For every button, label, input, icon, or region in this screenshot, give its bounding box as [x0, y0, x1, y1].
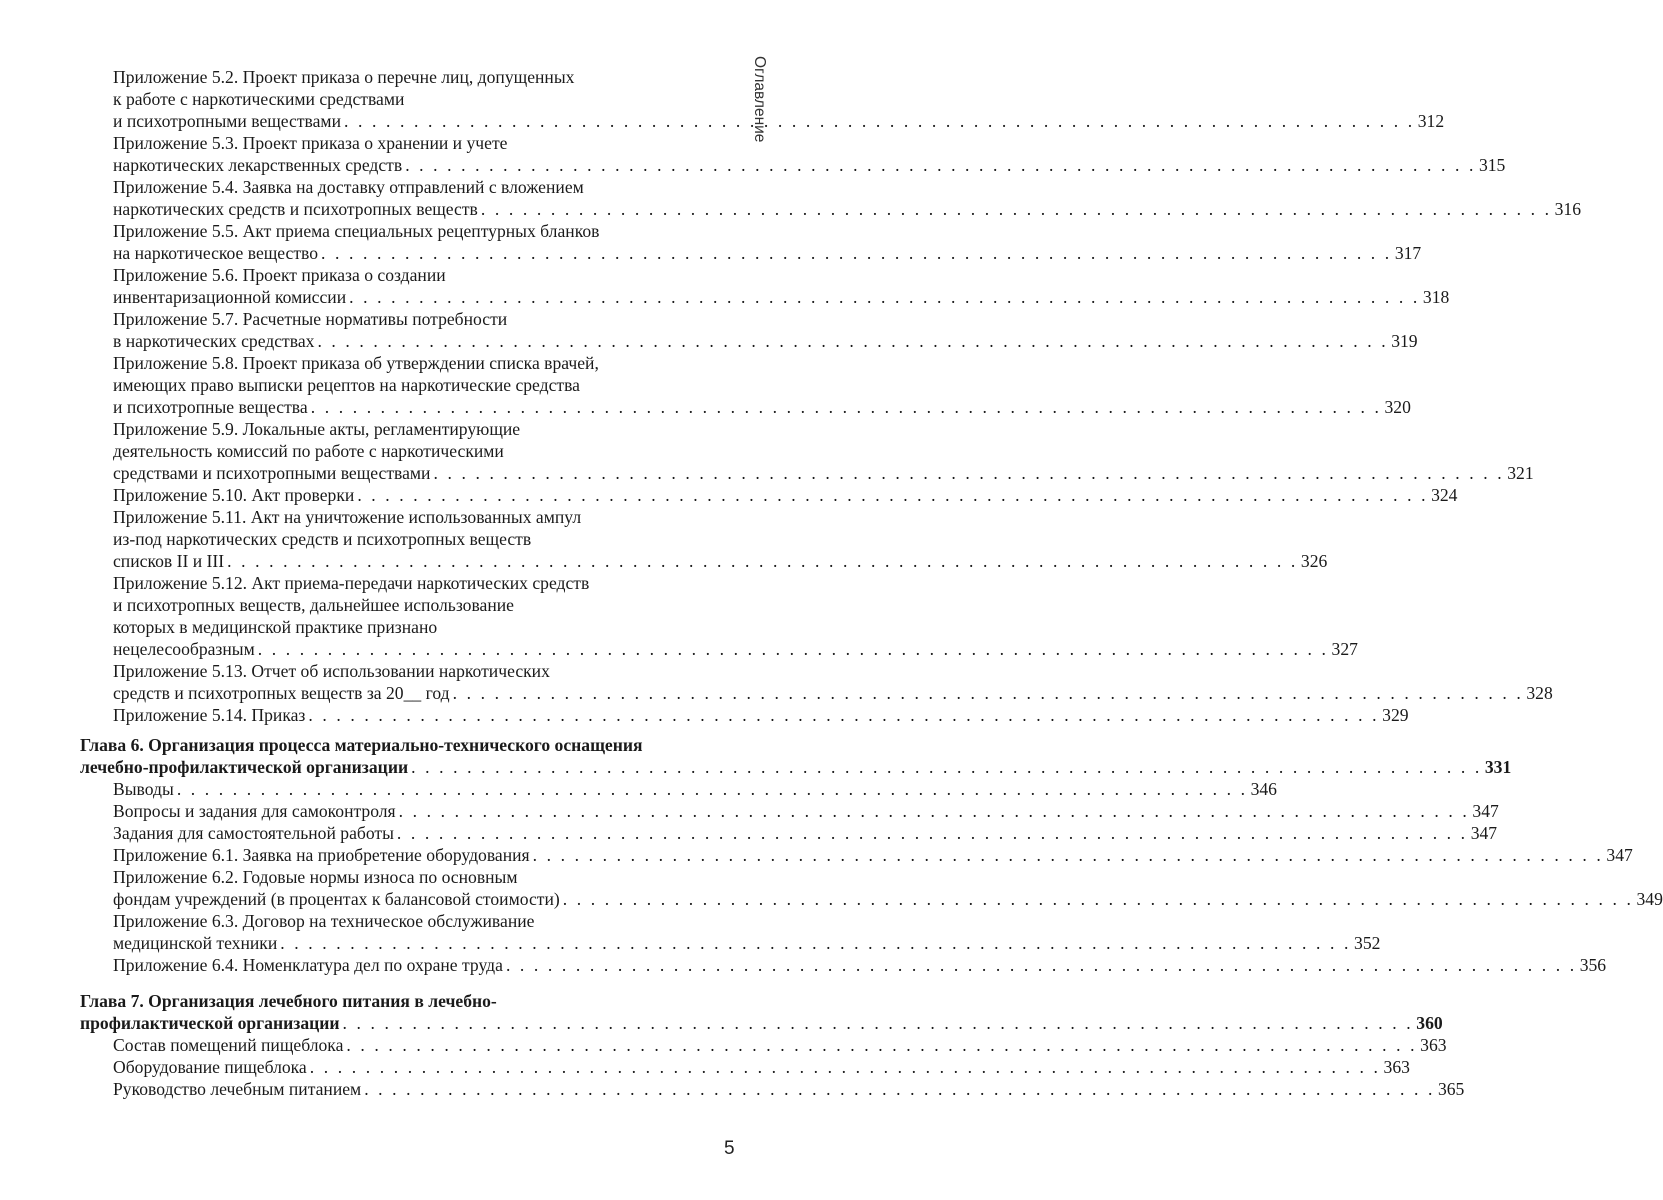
dot-leader: . . . . . . . . . . . . . . . . . . . . . . . . . . . . . . . . . . . . . . . . . . . . . . . . . . . . . . . . . . . . . . . . . . . . . . . . . . . . .	[480, 199, 1552, 219]
toc-entry-line: Приложение 6.2. Годовые нормы износа по основным	[113, 867, 518, 887]
toc-page-number: 324	[1431, 485, 1458, 505]
toc-entry-last-line	[113, 198, 1582, 220]
dot-leader: . . . . . . . . . . . . . . . . . . . . . . . . . . . . . . . . . . . . . . . . . . . . . . . . . . . . . . . . . . . . . . . . . . . . . . . . . . . . .	[505, 955, 1577, 975]
toc-page-number: 349	[1636, 889, 1663, 909]
dot-leader: . . . . . . . . . . . . . . . . . . . . . . . . . . . . . . . . . . . . . . . . . . . . . . . . . . . . . . . . . . . . . . . . . . . . . . . . . . . . .	[176, 779, 1248, 799]
toc-entry[interactable]	[80, 506, 1328, 572]
toc-entry-line: и психотропных веществ, дальнейшее использование	[113, 595, 514, 615]
toc-entry-last-line	[113, 484, 1458, 506]
toc-entry-text: списков II и III	[113, 551, 225, 571]
toc-page-number: 317	[1394, 243, 1422, 263]
toc-entry-text: Состав помещений пищеблока	[113, 1035, 344, 1055]
toc-entry-line: Приложение 5.8. Проект приказа об утверждении списка врачей,	[113, 353, 599, 373]
toc-entry-line: Приложение 5.5. Акт приема специальных рецептурных бланков	[113, 221, 600, 241]
toc-page-number: 363	[1420, 1035, 1447, 1055]
toc-entry[interactable]	[80, 352, 1411, 418]
toc-page-number: 352	[1354, 933, 1381, 953]
toc-entry-text: профилактической организации	[80, 1013, 340, 1033]
toc-page-number: 320	[1384, 397, 1411, 417]
toc-entry-line: Приложение 5.12. Акт приема-передачи наркотических средств	[113, 573, 590, 593]
toc-entry-last-line	[113, 682, 1553, 704]
dot-leader: . . . . . . . . . . . . . . . . . . . . . . . . . . . . . . . . . . . . . . . . . . . . . . . . . . . . . . . . . . . . . . . . . . . . . . . . . . . . .	[310, 397, 1382, 417]
toc-entry[interactable]	[80, 176, 1582, 220]
toc-entry-text: лечебно-профилактической организации	[80, 757, 409, 777]
toc-entry-text: Оборудование пищеблока	[113, 1057, 307, 1077]
toc-entry-line: которых в медицинской практике признано	[113, 617, 438, 637]
toc-entry-last-line	[113, 888, 1663, 910]
toc-page-number: 312	[1417, 111, 1445, 131]
toc-entry-last-line	[113, 462, 1534, 484]
toc-entry-text: на наркотическое вещество	[113, 243, 319, 263]
toc-entry-line: Приложение 5.4. Заявка на доставку отправлений с вложением	[113, 177, 584, 197]
toc-page-number: 328	[1526, 683, 1553, 703]
toc-entry-last-line	[113, 550, 1328, 572]
toc-entry-text: наркотических средств и психотропных веществ	[113, 199, 478, 219]
toc-entry-text: медицинской техники	[113, 933, 278, 953]
toc-page-number: 365	[1437, 1079, 1465, 1099]
toc-entry-line: имеющих право выписки рецептов на наркотические средства	[113, 375, 580, 395]
toc-entry-text: Руководство лечебным питанием	[113, 1079, 362, 1099]
toc-entry[interactable]	[80, 484, 1458, 506]
toc-entry-text: Вопросы и задания для самоконтроля	[113, 801, 396, 821]
toc-entry-text: Приложение 6.4. Номенклатура дел по охране труда	[113, 955, 503, 975]
dot-leader: . . . . . . . . . . . . . . . . . . . . . . . . . . . . . . . . . . . . . . . . . . . . . . . . . . . . . . . . . . . . . . . . . . . . . . . . . . . . .	[321, 243, 1392, 263]
toc-page-number: 327	[1331, 639, 1358, 659]
toc-entry[interactable]	[80, 220, 1422, 264]
toc-entry-last-line	[80, 756, 1512, 778]
toc-page-number: 326	[1300, 551, 1328, 571]
toc-entry[interactable]	[80, 800, 1499, 822]
dot-leader: . . . . . . . . . . . . . . . . . . . . . . . . . . . . . . . . . . . . . . . . . . . . . . . . . . . . . . . . . . . . . . . . . . . . . . . . . . . . .	[342, 1013, 1414, 1033]
toc-entry-line: Приложение 5.3. Проект приказа о хранении и учете	[113, 133, 508, 153]
dot-leader: . . . . . . . . . . . . . . . . . . . . . . . . . . . . . . . . . . . . . . . . . . . . . . . . . . . . . . . . . . . . . . . . . . . . . . . . . . . . .	[452, 683, 1524, 703]
toc-page-number: 360	[1416, 1013, 1443, 1033]
toc-entry-last-line	[113, 1034, 1447, 1056]
toc-chapter[interactable]	[80, 990, 1443, 1034]
dot-leader: . . . . . . . . . . . . . . . . . . . . . . . . . . . . . . . . . . . . . . . . . . . . . . . . . . . . . . . . . . . . . . . . . . . . . . . . . . . . .	[398, 801, 1470, 821]
toc-page-number: 356	[1579, 955, 1607, 975]
dot-leader: . . . . . . . . . . . . . . . . . . . . . . . . . . . . . . . . . . . . . . . . . . . . . . . . . . . . . . . . . . . . . . . . . . . . . . . . . . . . .	[257, 639, 1329, 659]
dot-leader: . . . . . . . . . . . . . . . . . . . . . . . . . . . . . . . . . . . . . . . . . . . . . . . . . . . . . . . . . . . . . . . . . . . . . . . . . . . . .	[357, 485, 1429, 505]
toc-entry-last-line	[113, 396, 1411, 418]
dot-leader: . . . . . . . . . . . . . . . . . . . . . . . . . . . . . . . . . . . . . . . . . . . . . . . . . . . . . . . . . . . . . . . . . . . . . . . . . . . . .	[411, 757, 1482, 777]
toc-entry-text: Приложение 5.14. Приказ	[113, 705, 306, 725]
dot-leader: . . . . . . . . . . . . . . . . . . . . . . . . . . . . . . . . . . . . . . . . . . . . . . . . . . . . . . . . . . . . . . . . . . . . . . . . . . . . .	[309, 1057, 1381, 1077]
toc-entry[interactable]	[80, 866, 1663, 910]
toc-entry[interactable]	[80, 1034, 1447, 1056]
toc-entry-line: Приложение 5.9. Локальные акты, регламентирующие	[113, 419, 521, 439]
dot-leader: . . . . . . . . . . . . . . . . . . . . . . . . . . . . . . . . . . . . . . . . . . . . . . . . . . . . . . . . . . . . . . . . . . . . . . . . . . . . .	[532, 845, 1604, 865]
toc-entry-last-line	[113, 638, 1358, 660]
toc-entry-line: Приложение 5.2. Проект приказа о перечне лиц, допущенных	[113, 67, 575, 87]
dot-leader: . . . . . . . . . . . . . . . . . . . . . . . . . . . . . . . . . . . . . . . . . . . . . . . . . . . . . . . . . . . . . . . . . . . . . . . . . . . . .	[349, 287, 1420, 307]
toc-entry[interactable]	[80, 954, 1607, 976]
toc-entry[interactable]	[80, 844, 1633, 866]
dot-leader: . . . . . . . . . . . . . . . . . . . . . . . . . . . . . . . . . . . . . . . . . . . . . . . . . . . . . . . . . . . . . . . . . . . . . . . . . . . . .	[405, 155, 1476, 175]
toc-entry[interactable]	[80, 704, 1409, 726]
toc-entry-last-line	[113, 330, 1418, 352]
toc-page-number: 346	[1250, 779, 1277, 799]
toc-page-number: 316	[1554, 199, 1582, 219]
toc-chapter[interactable]	[80, 734, 1512, 778]
toc-page-number: 347	[1606, 845, 1633, 865]
toc-entry[interactable]	[80, 1078, 1465, 1100]
toc-page-number: 315	[1478, 155, 1506, 175]
toc-entry[interactable]	[80, 910, 1381, 954]
toc-entry[interactable]	[80, 660, 1553, 704]
toc-page-number: 347	[1470, 823, 1498, 843]
toc-entry-text: средств и психотропных веществ за 20__ год	[113, 683, 450, 703]
toc-entry-text: в наркотических средствах	[113, 331, 315, 351]
dot-leader: . . . . . . . . . . . . . . . . . . . . . . . . . . . . . . . . . . . . . . . . . . . . . . . . . . . . . . . . . . . . . . . . . . . . . . . . . . . . .	[317, 331, 1389, 351]
toc-page-number: 329	[1382, 705, 1409, 725]
toc-entry[interactable]	[80, 418, 1534, 484]
toc-entry-text: средствами и психотропными веществами	[113, 463, 431, 483]
toc-entry-line: Приложение 6.3. Договор на техническое обслуживание	[113, 911, 535, 931]
toc-entry-line: Глава 6. Организация процесса материально-технического оснащения	[80, 735, 643, 755]
toc-entry-text: наркотических лекарственных средств	[113, 155, 403, 175]
toc-entry[interactable]	[80, 264, 1450, 308]
toc-entry-last-line	[113, 822, 1498, 844]
toc-entry[interactable]	[80, 308, 1418, 352]
toc-page-number: 321	[1507, 463, 1534, 483]
toc-entry-last-line	[113, 932, 1381, 954]
toc-entry[interactable]	[80, 778, 1277, 800]
toc-entry[interactable]	[80, 822, 1498, 844]
toc-entry-line: Приложение 5.13. Отчет об использовании наркотических	[113, 661, 550, 681]
toc-entry-text: Выводы	[113, 779, 174, 799]
toc-page-number: 363	[1383, 1057, 1410, 1077]
toc-entry-last-line	[113, 286, 1450, 308]
toc-entry-text: и психотропные вещества	[113, 397, 308, 417]
dot-leader: . . . . . . . . . . . . . . . . . . . . . . . . . . . . . . . . . . . . . . . . . . . . . . . . . . . . . . . . . . . . . . . . . . . . . . . . . . . . .	[562, 889, 1634, 909]
dot-leader: . . . . . . . . . . . . . . . . . . . . . . . . . . . . . . . . . . . . . . . . . . . . . . . . . . . . . . . . . . . . . . . . . . . . . . . . . . . . .	[364, 1079, 1435, 1099]
dot-leader: . . . . . . . . . . . . . . . . . . . . . . . . . . . . . . . . . . . . . . . . . . . . . . . . . . . . . . . . . . . . . . . . . . . . . . . . . . . . .	[308, 705, 1380, 725]
toc-entry-text: инвентаризационной комиссии	[113, 287, 347, 307]
toc-entry-last-line	[113, 954, 1607, 976]
toc-entry-line: Приложение 5.6. Проект приказа о создании	[113, 265, 446, 285]
dot-leader: . . . . . . . . . . . . . . . . . . . . . . . . . . . . . . . . . . . . . . . . . . . . . . . . . . . . . . . . . . . . . . . . . . . . . . . . . . . . .	[396, 823, 1468, 843]
toc-entry-last-line	[113, 154, 1506, 176]
toc-entry-text: Задания для самостоятельной работы	[113, 823, 394, 843]
dot-leader: . . . . . . . . . . . . . . . . . . . . . . . . . . . . . . . . . . . . . . . . . . . . . . . . . . . . . . . . . . . . . . . . . . . . . . . . . . . . .	[227, 551, 1298, 571]
toc-entry-line: к работе с наркотическими средствами	[113, 89, 405, 109]
toc-entry-last-line	[113, 778, 1277, 800]
toc-entry-text: и психотропными веществами	[113, 111, 341, 131]
toc-entry-line: Приложение 5.11. Акт на уничтожение использованных ампул	[113, 507, 582, 527]
dot-leader: . . . . . . . . . . . . . . . . . . . . . . . . . . . . . . . . . . . . . . . . . . . . . . . . . . . . . . . . . . . . . . . . . . . . . . . . . . . . .	[343, 111, 1415, 131]
toc-entry-last-line	[113, 844, 1633, 866]
dot-leader: . . . . . . . . . . . . . . . . . . . . . . . . . . . . . . . . . . . . . . . . . . . . . . . . . . . . . . . . . . . . . . . . . . . . . . . . . . . . .	[433, 463, 1505, 483]
dot-leader: . . . . . . . . . . . . . . . . . . . . . . . . . . . . . . . . . . . . . . . . . . . . . . . . . . . . . . . . . . . . . . . . . . . . . . . . . . . . .	[346, 1035, 1418, 1055]
toc-entry-last-line	[113, 242, 1422, 264]
toc-entry[interactable]	[80, 572, 1358, 660]
toc-entry-last-line	[113, 110, 1445, 132]
toc-entry-text: Приложение 5.10. Акт проверки	[113, 485, 355, 505]
toc-entry-line: из-под наркотических средств и психотропных веществ	[113, 529, 532, 549]
toc-page-number: 319	[1391, 331, 1418, 351]
toc-entry-text: фондам учреждений (в процентах к балансовой стоимости)	[113, 889, 560, 909]
toc-entry-last-line	[113, 1078, 1465, 1100]
toc-entry[interactable]	[80, 1056, 1410, 1078]
toc-entry-text: Приложение 6.1. Заявка на приобретение оборудования	[113, 845, 530, 865]
toc-page-number: 318	[1422, 287, 1450, 307]
toc-entry-last-line	[113, 704, 1409, 726]
toc-entry-line: Глава 7. Организация лечебного питания в лечебно-	[80, 991, 497, 1011]
toc-entry-line: деятельность комиссий по работе с наркотическими	[113, 441, 504, 461]
toc-entry-last-line	[80, 1012, 1443, 1034]
toc-entry[interactable]	[80, 132, 1506, 176]
toc-entry-last-line	[113, 1056, 1410, 1078]
toc-page-number: 347	[1472, 801, 1499, 821]
section-header: Оглавление	[751, 56, 768, 143]
dot-leader: . . . . . . . . . . . . . . . . . . . . . . . . . . . . . . . . . . . . . . . . . . . . . . . . . . . . . . . . . . . . . . . . . . . . . . . . . . . . .	[280, 933, 1352, 953]
toc-entry-text: нецелесообразным	[113, 639, 255, 659]
toc-entry-line: Приложение 5.7. Расчетные нормативы потребности	[113, 309, 508, 329]
toc-page-number: 331	[1484, 757, 1512, 777]
page-number: 5	[724, 1138, 735, 1159]
toc-entry-last-line	[113, 800, 1499, 822]
